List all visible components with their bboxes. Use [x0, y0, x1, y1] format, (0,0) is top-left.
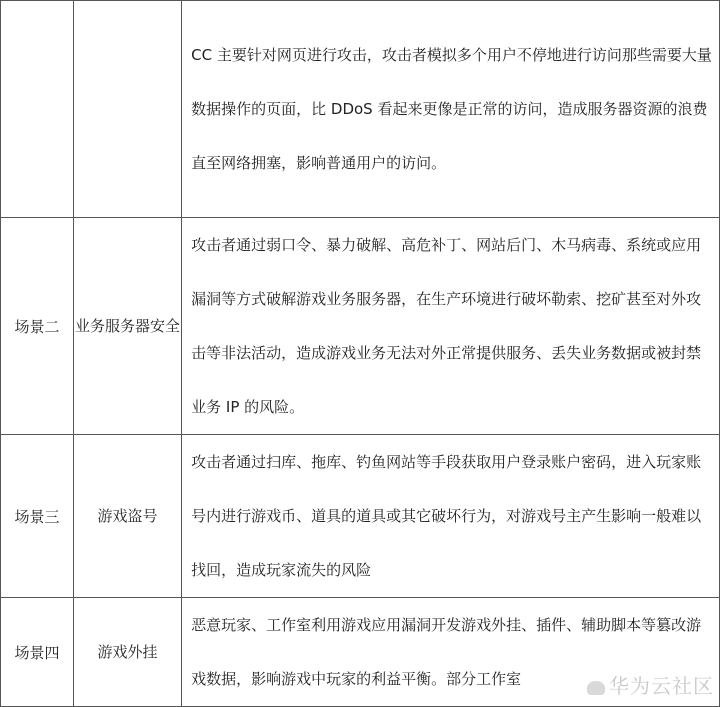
description-cell: 恶意玩家、工作室利用游戏应用漏洞开发游戏外挂、插件、辅助脚本等篡改游戏数据，影响游戏中玩家的利益平衡。部分工作室 [182, 598, 720, 707]
description-cell: CC 主要针对网页进行攻击，攻击者模拟多个用户不停地进行访问那些需要大量数据操作的页面，比 DDoS 看起来更像是正常的访问，造成服务器资源的浪费直至网络拥塞，影响普通用户的访问。 [182, 1, 720, 218]
category-cell [73, 1, 181, 218]
scene-cell: 场景三 [1, 435, 74, 598]
category-cell: 业务服务器安全 [73, 218, 181, 435]
watermark-text: 华为云社区 [609, 674, 714, 698]
scene-cell [1, 1, 74, 218]
scene-cell: 场景二 [1, 218, 74, 435]
table-row [1, 1, 720, 218]
description-cell: 攻击者通过弱口令、暴力破解、高危补丁、网站后门、木马病毒、系统或应用漏洞等方式破解游戏业务服务器，在生产环境进行破坏勒索、挖矿甚至对外攻击等非法活动，造成游戏业务无法对外正常提供服务、丢失业务数据或被封禁业务 IP 的风险。 [182, 218, 720, 435]
cloud-logo-icon [587, 681, 605, 695]
scene-cell: 场景四 [1, 598, 74, 707]
description-cell: 攻击者通过扫库、拖库、钓鱼网站等手段获取用户登录账户密码，进入玩家账号内进行游戏币、道具的道具或其它破坏行为，对游戏号主产生影响一般难以找回，造成玩家流失的风险 [182, 435, 720, 598]
table-row [1, 218, 720, 435]
category-cell: 游戏外挂 [73, 598, 181, 707]
table-row [1, 435, 720, 598]
category-cell: 游戏盗号 [73, 435, 181, 598]
watermark [587, 670, 714, 699]
